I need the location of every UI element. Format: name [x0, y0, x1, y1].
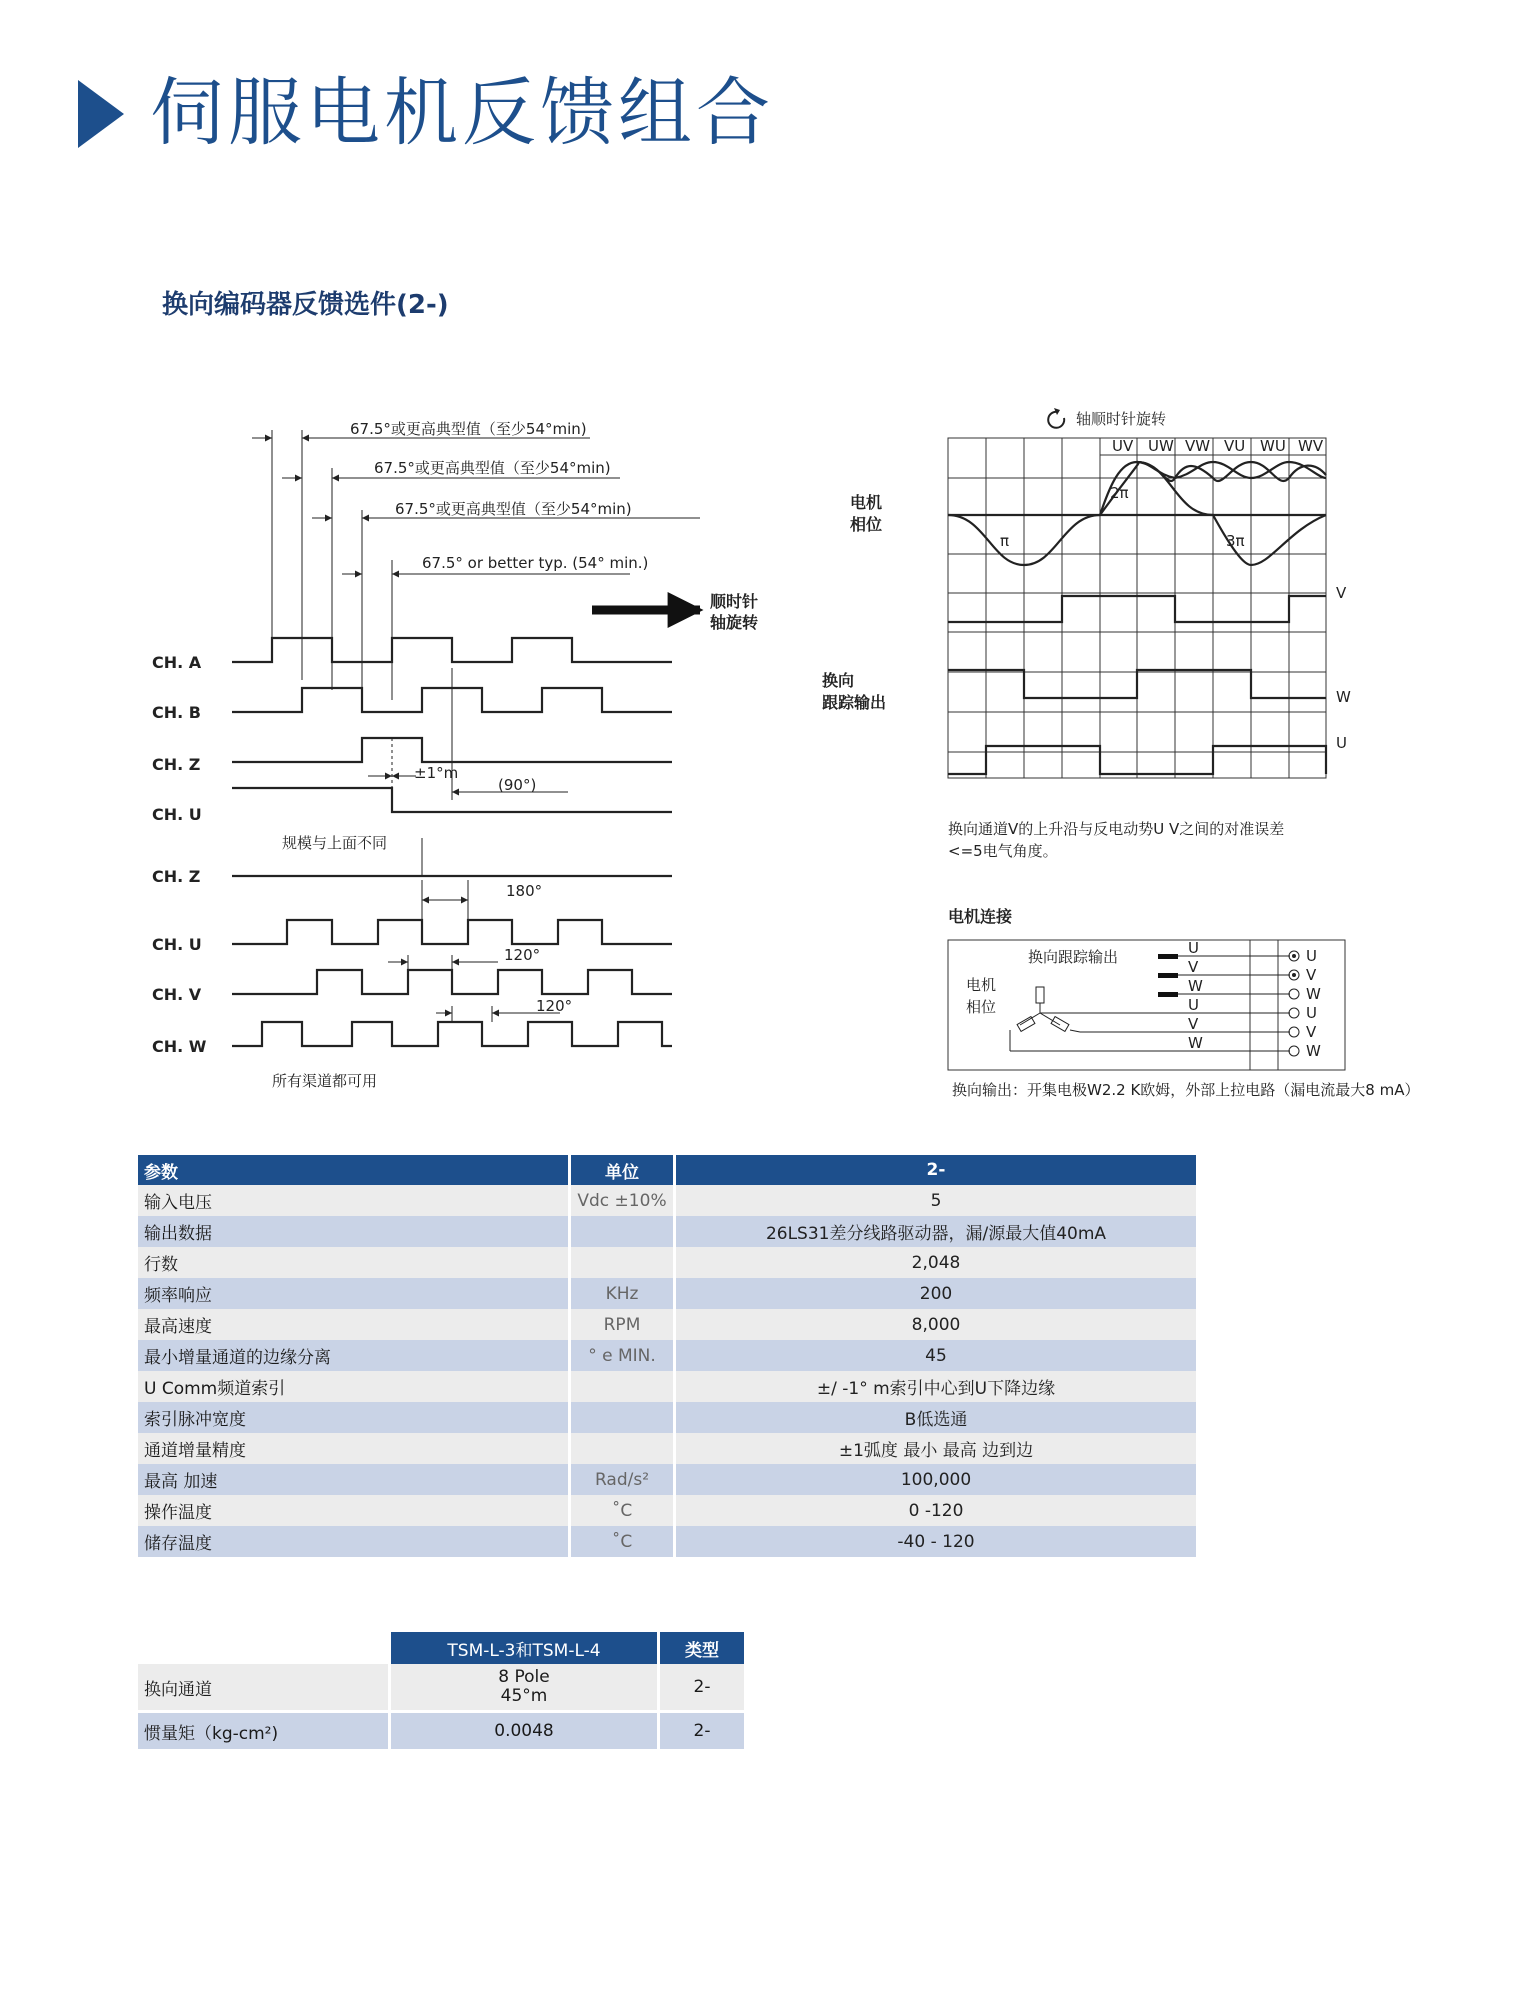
- commutation-phase-diagram: [720, 0, 1480, 1110]
- phase-label: WV: [1298, 437, 1324, 455]
- scale-note: 规模与上面不同: [282, 834, 388, 852]
- motor-label-1: 电机: [966, 976, 997, 994]
- rotation-label-2: 轴旋转: [710, 613, 759, 632]
- z-tolerance-label: ±1°m: [414, 764, 459, 782]
- right-pin-label: U: [1306, 947, 1317, 965]
- channel-label: CH. B: [152, 703, 201, 722]
- three-pi-label: 3π: [1226, 532, 1245, 550]
- encoder-timing-diagram: [0, 0, 759, 1110]
- spec-header-value: 2-: [675, 1155, 1197, 1185]
- channel-label: CH. Z: [152, 867, 201, 886]
- left-pin-label: V: [1188, 958, 1199, 976]
- right-pin-label: U: [1306, 1004, 1317, 1022]
- commutation-out-label: 换向跟踪输出: [1028, 948, 1119, 966]
- spec-header-param: 参数: [138, 1155, 570, 1185]
- angle-120b-label: 120°: [536, 997, 573, 1015]
- motor-phase-label-1: 电机: [850, 493, 883, 512]
- motor-connection-title: 电机连接: [948, 907, 1013, 926]
- output-label: W: [1336, 688, 1351, 706]
- ch-u-bottom-waveform: [232, 920, 672, 944]
- table-row: 操作温度 ˚C 0 -120: [138, 1495, 1196, 1526]
- table-row: 惯量矩（kg-cm²) 0.0048 2-: [138, 1712, 744, 1750]
- angle-180-label: 180°: [506, 882, 543, 900]
- commutation-label-2: 跟踪输出: [822, 693, 887, 712]
- right-pin-label: V: [1306, 1023, 1317, 1041]
- commutation-output-w: [948, 670, 1326, 698]
- rotation-label-1: 顺时针: [710, 592, 759, 611]
- table-row: 换向通道 8 Pole 45°m 2-: [138, 1664, 744, 1712]
- dim-label-3: 67.5°或更高典型值（至少54°min): [395, 500, 632, 518]
- commutation-label-1: 换向: [822, 671, 855, 690]
- motor-connection-footnote: 换向输出：开集电极W2.2 K欧姆，外部上拉电路（漏电流最大8 mA）: [952, 1081, 1420, 1099]
- left-pin-label: U: [1188, 939, 1199, 957]
- terminal-circle-icon: [1289, 951, 1299, 1056]
- table-row: 行数 2,048: [138, 1247, 1196, 1278]
- left-pin-label: U: [1188, 996, 1199, 1014]
- table-row: 最小增量通道的边缘分离 ° e MIN. 45: [138, 1340, 1196, 1371]
- table-row: 通道增量精度 ±1弧度 最小 最高 边到边: [138, 1433, 1196, 1464]
- ch-v-waveform: [232, 970, 672, 994]
- phase-label: VW: [1185, 437, 1211, 455]
- table-row: 最高 加速 Rad/s² 100,000: [138, 1464, 1196, 1495]
- output-label: U: [1336, 734, 1347, 752]
- channel-label: CH. U: [152, 805, 202, 824]
- phase-label: UV: [1112, 437, 1134, 455]
- phase-rotation-title: 轴顺时针旋转: [1076, 410, 1167, 428]
- pi-label: π: [1000, 532, 1010, 550]
- type-table: [138, 1632, 744, 1749]
- left-pin-label: V: [1188, 1015, 1199, 1033]
- two-pi-label: 2π: [1110, 484, 1129, 502]
- left-pin-label: W: [1188, 1034, 1203, 1052]
- ch-w-waveform: [232, 1022, 672, 1046]
- phase-label: VU: [1224, 437, 1246, 455]
- channel-label: CH. A: [152, 653, 202, 672]
- table-row: U Comm频道索引 ±/ -1° m索引中心到U下降边缘: [138, 1371, 1196, 1402]
- dim-label-1: 67.5°或更高典型值（至少54°min): [350, 420, 587, 438]
- page-title: 伺服电机反馈组合: [150, 70, 774, 156]
- channel-label: CH. V: [152, 985, 202, 1004]
- ch-a-waveform: [232, 638, 672, 662]
- motor-label-2: 相位: [966, 998, 997, 1016]
- alignment-note-1: 换向通道V的上升沿与反电动势U V之间的对准误差: [948, 820, 1285, 838]
- phase-label: UW: [1148, 437, 1174, 455]
- table-row: 输入电压 Vdc ±10% 5: [138, 1185, 1196, 1216]
- angle-120a-label: 120°: [504, 946, 541, 964]
- all-channels-note: 所有渠道都可用: [272, 1072, 378, 1090]
- left-pin-label: W: [1188, 977, 1203, 995]
- channel-label: CH. Z: [152, 755, 201, 774]
- table-row: 最高速度 RPM 8,000: [138, 1309, 1196, 1340]
- table-row: 频率响应 KHz 200: [138, 1278, 1196, 1309]
- z-phase-label: (90°): [498, 776, 537, 794]
- right-pin-label: W: [1306, 1042, 1321, 1060]
- output-label: V: [1336, 584, 1347, 602]
- spec-header-unit: 单位: [570, 1155, 675, 1185]
- section-subtitle: 换向编码器反馈选件(2-): [162, 290, 449, 320]
- pin-wires: [1010, 954, 1290, 1051]
- alignment-note-2: <=5电气角度。: [948, 842, 1058, 860]
- dim-label-4: 67.5° or better typ. (54° min.): [422, 554, 649, 572]
- rotation-cw-icon: [1048, 408, 1064, 428]
- right-pin-label: V: [1306, 966, 1317, 984]
- table-row: 索引脉冲宽度 B低选通: [138, 1402, 1196, 1433]
- channel-label: CH. U: [152, 935, 202, 954]
- phase-grid: [948, 438, 1326, 778]
- motor-phase-label-2: 相位: [850, 515, 883, 534]
- table-row: 储存温度 ˚C -40 - 120: [138, 1526, 1196, 1557]
- table-row: 输出数据 26LS31差分线路驱动器，漏/源最大值40mA: [138, 1216, 1196, 1247]
- type-header-type: 类型: [659, 1632, 745, 1664]
- spec-table: [138, 1155, 1196, 1557]
- phase-label: WU: [1260, 437, 1286, 455]
- channel-label: CH. W: [152, 1037, 207, 1056]
- dim-label-2: 67.5°或更高典型值（至少54°min): [374, 459, 611, 477]
- right-pin-label: W: [1306, 985, 1321, 1003]
- type-header-model: TSM-L-3和TSM-L-4: [390, 1632, 659, 1664]
